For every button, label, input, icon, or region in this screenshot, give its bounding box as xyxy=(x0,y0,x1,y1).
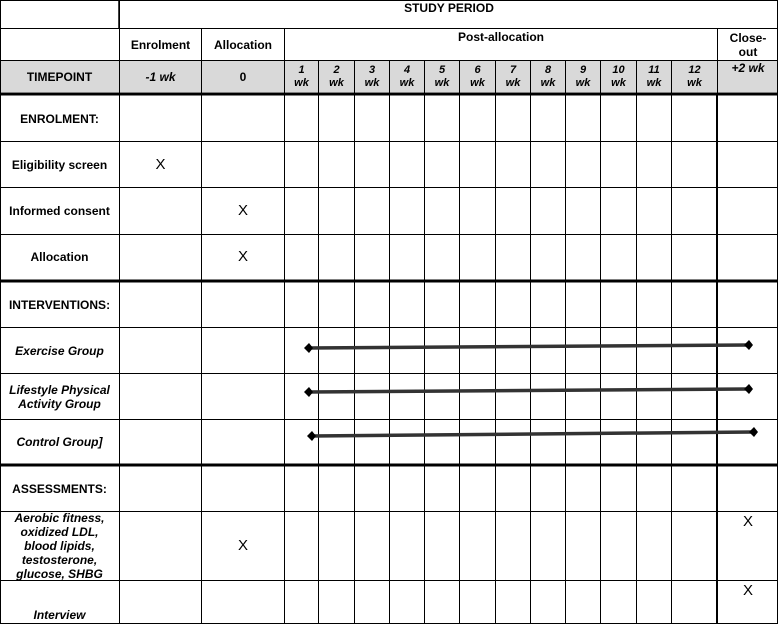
timepoint-week-2: 2 wk xyxy=(329,63,344,89)
timepoint-allocation: 0 xyxy=(239,69,247,84)
mark-eligibility-enrolment: X xyxy=(155,156,166,173)
control-arrow-start xyxy=(307,431,316,441)
row-allocation: Allocation xyxy=(30,250,89,264)
row-interventions-section: INTERVENTIONS: xyxy=(8,298,111,312)
lifestyle-group-arrow xyxy=(308,389,748,392)
mark-allocation-allocation: X xyxy=(237,248,248,265)
row-enrolment-section: ENROLMENT: xyxy=(20,112,99,126)
timepoint-label: TIMEPOINT xyxy=(26,69,93,84)
study-period-title: STUDY PERIOD xyxy=(404,1,494,15)
timepoint-close-out: +2 wk xyxy=(731,61,765,75)
mark-consent-allocation: X xyxy=(237,202,248,219)
timepoint-week-1: 1 wk xyxy=(294,63,309,89)
timepoint-week-9: 9 wk xyxy=(575,63,591,89)
timepoint-week-11: 11 wk xyxy=(646,63,662,89)
row-eligibility-screen: Eligibility screen xyxy=(11,158,108,172)
row-aerobic-fitness: Aerobic fitness, oxidized LDL, blood lipids, testosterone, glucose, SHBG xyxy=(14,511,105,581)
row-informed-consent: Informed consent xyxy=(9,204,110,218)
timepoint-week-10: 10 wk xyxy=(611,63,626,89)
row-assessments-section: ASSESSMENTS: xyxy=(12,482,107,496)
timepoint-week-7: 7 wk xyxy=(505,63,521,89)
enrolment-column-header: Enrolment xyxy=(130,37,191,52)
timepoint-week-5: 5 wk xyxy=(434,63,450,89)
timepoint-week-12: 12 wk xyxy=(687,63,702,89)
mark-aerobic-closeout: X xyxy=(742,513,753,530)
exercise-arrow-start xyxy=(304,343,313,353)
row-lifestyle-group: Lifestyle Physical Activity Group xyxy=(9,382,110,411)
mark-aerobic-allocation: X xyxy=(237,537,248,554)
timepoint-enrolment: -1 wk xyxy=(145,69,176,84)
timepoint-week-8: 8 wk xyxy=(540,63,556,89)
allocation-column-header: Allocation xyxy=(213,37,272,52)
control-group-arrow xyxy=(311,432,753,436)
timepoint-week-4: 4 wk xyxy=(399,63,415,89)
exercise-group-arrow xyxy=(308,345,748,348)
exercise-arrow-end xyxy=(744,340,753,350)
timepoint-week-3: 3 wk xyxy=(364,63,380,89)
control-arrow-end xyxy=(749,427,758,437)
lifestyle-arrow-start xyxy=(304,387,313,397)
row-exercise-group: Exercise Group xyxy=(15,343,104,358)
timepoint-week-6: 6 wk xyxy=(470,63,485,89)
mark-interview-closeout: X xyxy=(742,582,753,599)
lifestyle-arrow-end xyxy=(744,384,753,394)
row-control-group: Control Group] xyxy=(16,435,103,449)
post-allocation-header: Post-allocation xyxy=(457,30,544,44)
row-interview: Interview xyxy=(33,608,86,622)
close-out-header: Close- out xyxy=(729,30,767,59)
